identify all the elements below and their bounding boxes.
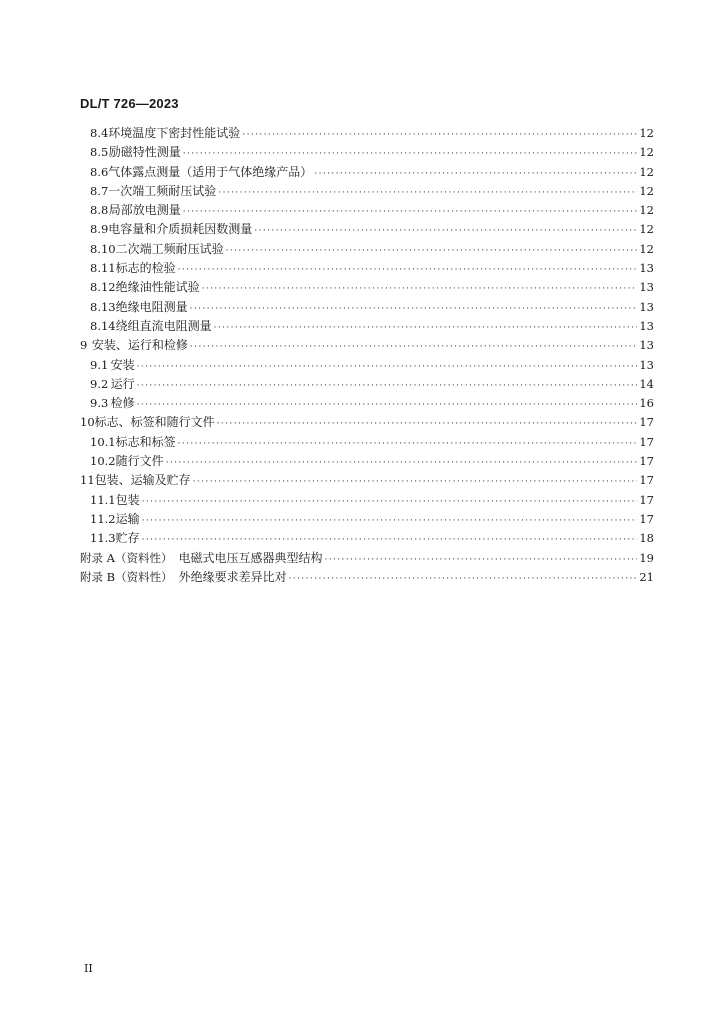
- toc-entry[interactable]: [80, 201, 654, 220]
- toc-entry[interactable]: [80, 356, 654, 375]
- toc-entry-page: 12: [639, 145, 654, 160]
- toc-entry[interactable]: [80, 529, 654, 548]
- toc-entry-number: 10.2: [90, 454, 116, 469]
- toc-entry-page: 17: [639, 511, 654, 526]
- toc-entry-title: 安装、运行和检修: [91, 338, 188, 353]
- toc-dot-leader: [183, 207, 638, 217]
- toc-entry-title: 绝缘油性能试验: [115, 280, 200, 295]
- toc-entry-title: 绝缘电阻测量: [115, 299, 188, 314]
- toc-dot-leader: [190, 304, 638, 314]
- toc-entry-title: 安装: [110, 357, 135, 372]
- toc-entry-title: 电容量和介质损耗因数测量: [108, 222, 253, 237]
- document-id: DL/T 726—2023: [80, 96, 179, 111]
- toc-entry-page: 13: [639, 261, 654, 276]
- toc-entry-number: 11.3: [90, 531, 116, 546]
- toc-entry-title: 电磁式电压互感器典型结构: [178, 550, 323, 565]
- toc-entry-number: 8.8: [90, 203, 109, 218]
- toc-entry-title: 包装、运输及贮存: [94, 473, 191, 488]
- toc-entry-title: 励磁特性测量: [108, 145, 181, 160]
- toc-entry-title: 运输: [115, 511, 140, 526]
- toc-dot-leader: [218, 188, 637, 198]
- toc-entry-number: 8.7: [90, 183, 109, 198]
- toc-entry-title: 气体露点测量（适用于气体绝缘产品）: [108, 164, 313, 179]
- toc-entry-number: 附录 A（资料性）: [80, 550, 173, 565]
- toc-entry-title: 外绝缘要求差异比对: [178, 569, 287, 584]
- toc-entry-page: 12: [639, 241, 654, 256]
- toc-entry[interactable]: [80, 259, 654, 278]
- table-of-contents: [80, 124, 654, 587]
- toc-dot-leader: [202, 284, 638, 294]
- toc-entry-number: 8.11: [90, 261, 116, 276]
- toc-entry[interactable]: [80, 568, 654, 587]
- toc-entry-title: 运行: [110, 376, 135, 391]
- toc-entry-title: 二次端工频耐压试验: [115, 241, 224, 256]
- toc-entry[interactable]: [80, 220, 654, 239]
- toc-entry-page: 12: [639, 126, 654, 140]
- toc-entry-number: 8.10: [90, 241, 116, 256]
- toc-dot-leader: [142, 497, 638, 507]
- toc-entry-number: 8.9: [90, 222, 109, 237]
- toc-dot-leader: [254, 226, 637, 236]
- toc-entry-number: 11.2: [90, 511, 116, 526]
- toc-dot-leader: [190, 342, 637, 352]
- toc-entry-page: 17: [639, 473, 654, 488]
- toc-dot-leader: [242, 130, 637, 140]
- toc-entry[interactable]: [80, 394, 654, 413]
- toc-entry[interactable]: [80, 317, 654, 336]
- toc-dot-leader: [183, 149, 638, 159]
- page-number: II: [84, 962, 93, 975]
- toc-dot-leader: [217, 419, 638, 429]
- toc-entry-number: 10.1: [90, 434, 116, 449]
- toc-entry-number: 11: [80, 473, 95, 488]
- toc-dot-leader: [226, 246, 638, 256]
- toc-entry[interactable]: [80, 240, 654, 259]
- toc-entry-number: 9: [80, 338, 88, 353]
- toc-entry[interactable]: [80, 471, 654, 490]
- toc-entry-page: 17: [639, 434, 654, 449]
- toc-entry-page: 21: [639, 569, 654, 584]
- toc-dot-leader: [178, 265, 638, 275]
- toc-dot-leader: [289, 574, 638, 584]
- toc-dot-leader: [137, 400, 638, 410]
- toc-entry-page: 13: [639, 299, 654, 314]
- toc-entry-number: 9.1: [90, 357, 109, 372]
- toc-entry-title: 绕组直流电阻测量: [115, 318, 212, 333]
- toc-entry[interactable]: [80, 143, 654, 162]
- toc-entry-number: 11.1: [90, 492, 116, 507]
- toc-entry[interactable]: [80, 124, 654, 143]
- toc-entry[interactable]: [80, 163, 654, 182]
- toc-entry-number: 8.6: [90, 164, 109, 179]
- toc-entry-title: 标志和标签: [115, 434, 176, 449]
- toc-entry-number: 8.4: [90, 126, 109, 140]
- toc-entry-page: 17: [639, 454, 654, 469]
- toc-entry-number: 8.5: [90, 145, 109, 160]
- toc-dot-leader: [214, 323, 638, 333]
- toc-entry-number: 8.13: [90, 299, 116, 314]
- toc-entry-number: 8.12: [90, 280, 116, 295]
- toc-entry-page: 13: [639, 338, 654, 353]
- toc-entry[interactable]: [80, 298, 654, 317]
- toc-entry-page: 12: [639, 183, 654, 198]
- toc-dot-leader: [324, 555, 637, 565]
- toc-entry-page: 18: [639, 531, 654, 546]
- toc-entry[interactable]: [80, 413, 654, 432]
- toc-entry-page: 13: [639, 280, 654, 295]
- toc-entry-page: 12: [639, 222, 654, 237]
- toc-entry[interactable]: [80, 278, 654, 297]
- toc-entry-number: 10: [80, 415, 95, 430]
- toc-dot-leader: [142, 516, 638, 526]
- toc-entry-number: 附录 B（资料性）: [80, 569, 173, 584]
- toc-entry[interactable]: [80, 375, 654, 394]
- toc-entry-page: 13: [639, 318, 654, 333]
- toc-entry-title: 一次端工频耐压试验: [108, 183, 217, 198]
- toc-entry-title: 标志、标签和随行文件: [94, 415, 215, 430]
- toc-dot-leader: [166, 458, 638, 468]
- toc-dot-leader: [137, 362, 638, 372]
- toc-dot-leader: [314, 169, 637, 179]
- toc-dot-leader: [142, 535, 638, 545]
- toc-entry-title: 环境温度下密封性能试验: [108, 126, 241, 140]
- toc-entry-page: 16: [639, 396, 654, 411]
- toc-entry-title: 贮存: [115, 531, 140, 546]
- toc-dot-leader: [193, 477, 638, 487]
- toc-entry[interactable]: [80, 182, 654, 201]
- toc-dot-leader: [178, 439, 638, 449]
- toc-entry-page: 12: [639, 164, 654, 179]
- toc-entry[interactable]: [80, 549, 654, 568]
- toc-entry[interactable]: [80, 510, 654, 529]
- toc-entry-page: 17: [639, 415, 654, 430]
- toc-entry-page: 19: [639, 550, 654, 565]
- toc-entry-title: 标志的检验: [115, 261, 176, 276]
- toc-entry-title: 检修: [110, 396, 135, 411]
- toc-entry-page: 12: [639, 203, 654, 218]
- toc-entry-page: 14: [639, 376, 654, 391]
- toc-entry-number: 9.2: [90, 376, 109, 391]
- toc-entry-number: 9.3: [90, 396, 109, 411]
- toc-entry-number: 8.14: [90, 318, 116, 333]
- toc-dot-leader: [137, 381, 638, 391]
- toc-entry[interactable]: [80, 336, 654, 355]
- toc-entry-page: 17: [639, 492, 654, 507]
- toc-entry[interactable]: [80, 433, 654, 452]
- toc-entry-title: 随行文件: [115, 454, 164, 469]
- toc-entry-title: 包装: [115, 492, 140, 507]
- toc-entry[interactable]: [80, 452, 654, 471]
- toc-entry-title: 局部放电测量: [108, 203, 181, 218]
- toc-entry[interactable]: [80, 491, 654, 510]
- toc-entry-page: 13: [639, 357, 654, 372]
